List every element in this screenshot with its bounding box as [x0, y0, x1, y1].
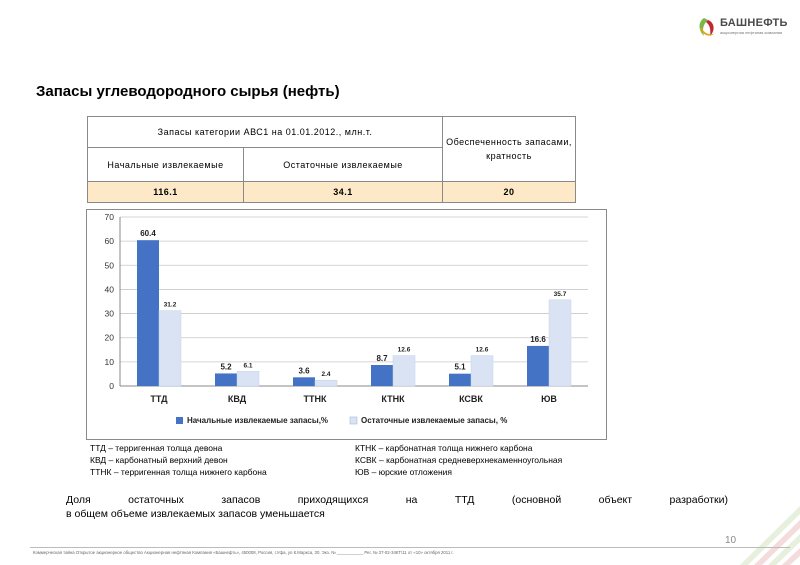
data-label: 2.4 — [321, 371, 331, 379]
bar — [315, 380, 337, 386]
table-value-residual: 34.1 — [244, 182, 443, 203]
logo-name: БАШНЕФТЬ — [720, 17, 788, 29]
y-tick-label: 70 — [104, 212, 114, 222]
abbrev-notes-right — [355, 442, 562, 478]
data-label: 3.6 — [298, 366, 310, 376]
word: (основной — [511, 494, 562, 506]
x-tick-label: ТТД — [150, 394, 168, 404]
data-label: 5.1 — [454, 362, 466, 372]
page-title: Запасы углеводородного сырья (нефть) — [36, 83, 340, 100]
y-tick-label: 60 — [104, 236, 114, 247]
y-tick-label: 30 — [104, 308, 114, 319]
abbrev-note: ТТД – терригенная толща девона — [90, 443, 223, 453]
y-tick-label: 40 — [104, 284, 114, 295]
conclusion-text — [66, 493, 728, 521]
decorative-stripes-icon — [740, 506, 800, 565]
bar — [549, 300, 571, 386]
word: объект — [598, 494, 633, 506]
data-label: 16.6 — [530, 334, 546, 344]
word: разработки) — [669, 494, 728, 506]
footer-divider — [30, 547, 790, 548]
bar — [159, 311, 181, 386]
table-col-initial: Начальные извлекаемые — [88, 148, 244, 182]
bar — [137, 240, 159, 386]
data-label: 8.7 — [376, 353, 388, 363]
abbrev-note: ЮВ – юрские отложения — [355, 467, 453, 477]
data-label: 6.1 — [243, 362, 253, 370]
y-tick-label: 10 — [104, 356, 114, 367]
table-col-residual: Остаточные извлекаемые — [244, 148, 443, 182]
table-header-main: Запасы категории АВС1 на 01.01.2012., млн.т. — [88, 117, 443, 148]
legend-swatch — [176, 417, 183, 424]
bar — [449, 374, 471, 386]
conclusion-line-2: в общем объеме извлекаемых запасов уменьшается — [66, 508, 325, 520]
data-label: 35.7 — [553, 290, 567, 298]
table-header-provision: Обеспеченность запасами, кратность — [443, 117, 576, 182]
x-tick-label: КВД — [227, 394, 247, 404]
data-label: 12.6 — [475, 346, 489, 354]
word: на — [405, 494, 418, 506]
data-label: 5.2 — [220, 362, 232, 372]
data-label: 12.6 — [397, 346, 411, 354]
y-tick-label: 0 — [109, 381, 114, 391]
data-label: 60.4 — [140, 229, 156, 239]
x-tick-label: ЮВ — [541, 394, 557, 404]
abbrev-notes-left — [90, 442, 267, 478]
logo-subtitle: акционерная нефтяная компания — [720, 30, 783, 35]
abbrev-note: КВД – карбонатный верхний девон — [90, 455, 228, 465]
legend-swatch — [350, 417, 357, 424]
conclusion-line-1 — [66, 493, 728, 507]
bar — [215, 373, 237, 386]
legend-label: Начальные извлекаемые запасы,% — [187, 416, 329, 425]
table-value-provision: 20 — [443, 182, 576, 203]
bar — [371, 365, 393, 386]
reserves-table — [87, 116, 576, 203]
table-value-initial: 116.1 — [88, 182, 244, 203]
word: Доля — [66, 494, 91, 506]
abbrev-note: ТТНК – терригенная толща нижнего карбона — [90, 467, 267, 477]
word: остаточных — [128, 494, 184, 506]
x-tick-label: ТТНК — [303, 394, 327, 404]
x-tick-label: КСВК — [459, 394, 483, 404]
legend-label: Остаточные извлекаемые запасы, % — [361, 416, 508, 425]
word: ТТД — [454, 494, 475, 506]
word: запасов — [221, 494, 261, 506]
word: приходящихся — [297, 494, 369, 506]
abbrev-note: КСВК – карбонатная средневерхнекаменноугольная — [355, 455, 563, 465]
y-tick-label: 20 — [104, 332, 114, 343]
bar — [527, 346, 549, 386]
bar — [293, 377, 315, 386]
bar — [237, 371, 259, 386]
data-label: 31.2 — [163, 301, 177, 309]
bar — [471, 356, 493, 386]
reserves-bar-chart — [86, 209, 607, 440]
abbrev-note: КТНК – карбонатная толща нижнего карбона — [355, 443, 533, 453]
page-number: 10 — [725, 535, 737, 546]
x-tick-label: КТНК — [381, 394, 405, 404]
y-tick-label: 50 — [104, 260, 114, 271]
bar — [393, 356, 415, 386]
footer-text: Коммерческая тайна Открытое акционерное общество Акционерная нефтяная Компания «Башнефть», 450008, Россия, г.Уфа, ул.К.Маркса, 30. Экз. № ___________ Рег. № 37-02-34КТ/11 от «10» октября 2011 г. — [33, 550, 454, 555]
